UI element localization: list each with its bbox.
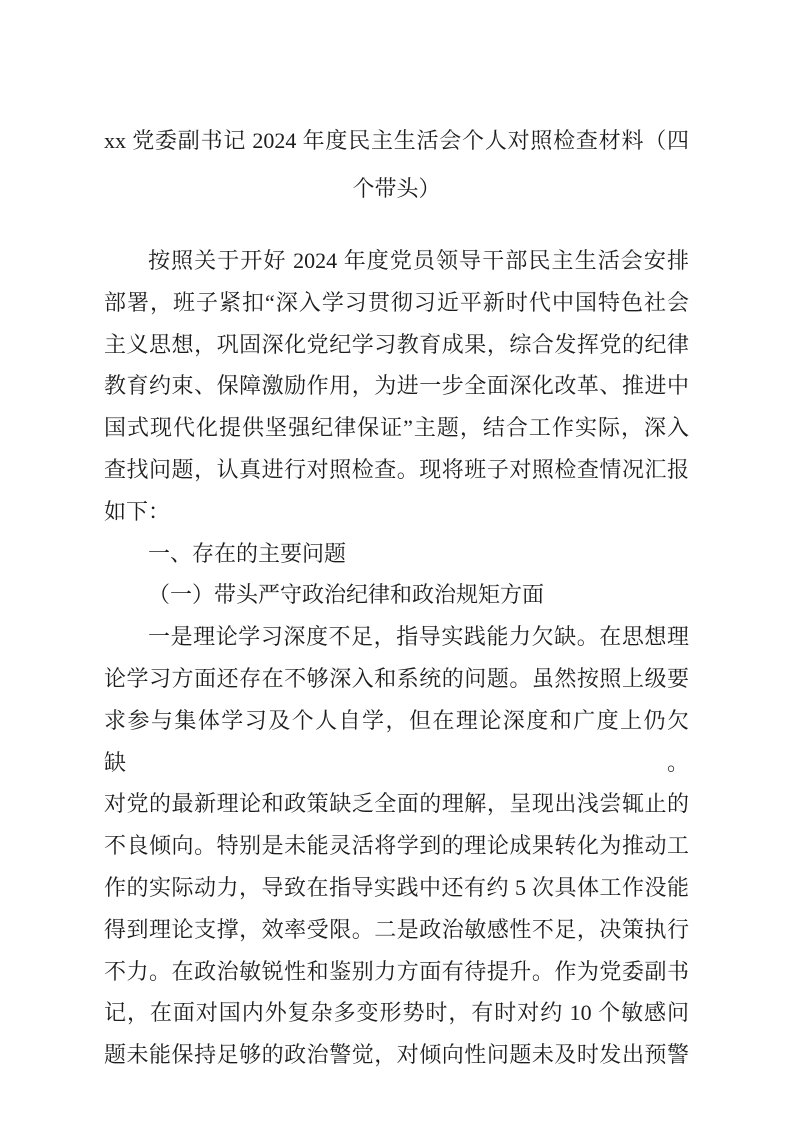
paragraph-line: 求参与集体学习及个人自学，但在理论深度和广度上仍欠缺。: [104, 707, 689, 775]
paragraph-line: 按照关于开好 2024 年度党员领导干部民主生活会安排: [148, 248, 689, 273]
paragraph-line: 题未能保持足够的政治警觉，对倾向性问题未及时发出预警: [104, 1042, 689, 1068]
title-line-1: xx 党委副书记 2024 年度民主生活会个人对照检查材料（四: [104, 128, 689, 153]
paragraph-line: 作的实际动力，导致在指导实践中还有约 5 次具体工作没能: [104, 874, 689, 900]
paragraph-line: 如下：: [104, 498, 171, 524]
paragraph-line: 国式现代化提供坚强纪律保证”主题，结合工作实际，深入: [104, 415, 689, 441]
document-body: [104, 240, 689, 1076]
paragraph-line: 对党的最新理论和政策缺乏全面的理解，呈现出浅尝辄止的: [104, 791, 689, 817]
paragraph-line: 论学习方面还存在不够深入和系统的问题。虽然按照上级要: [104, 665, 689, 691]
paragraph-line: 主义思想，巩固深化党纪学习教育成果，综合发挥党的纪律: [104, 331, 689, 357]
paragraph-line: 教育约束、保障激励作用，为进一步全面深化改革、推进中: [104, 373, 689, 399]
document-title: [0, 0, 793, 213]
paragraph-line: 查找问题，认真进行对照检查。现将班子对照检查情况汇报: [104, 456, 689, 482]
paragraph-line: 一是理论学习深度不足，指导实践能力欠缺。在思想理: [148, 624, 689, 650]
subsection-heading: （一）带头严守政治纪律和政治规矩方面: [148, 582, 545, 608]
title-line-2: 个带头）: [352, 176, 441, 201]
paragraph-line: 记，在面对国内外复杂多变形势时，有时对约 10 个敏感问: [104, 1000, 689, 1026]
paragraph-line: 不良倾向。特别是未能灵活将学到的理论成果转化为推动工: [104, 833, 689, 859]
paragraph-line: 不力。在政治敏锐性和鉴别力方面有待提升。作为党委副书: [104, 958, 689, 984]
paragraph-line: 得到理论支撑，效率受限。二是政治敏感性不足，决策执行: [104, 916, 689, 942]
section-heading: 一、存在的主要问题: [148, 540, 347, 566]
paragraph-line: 部署，班子紧扣“深入学习贯彻习近平新时代中国特色社会: [104, 289, 689, 315]
